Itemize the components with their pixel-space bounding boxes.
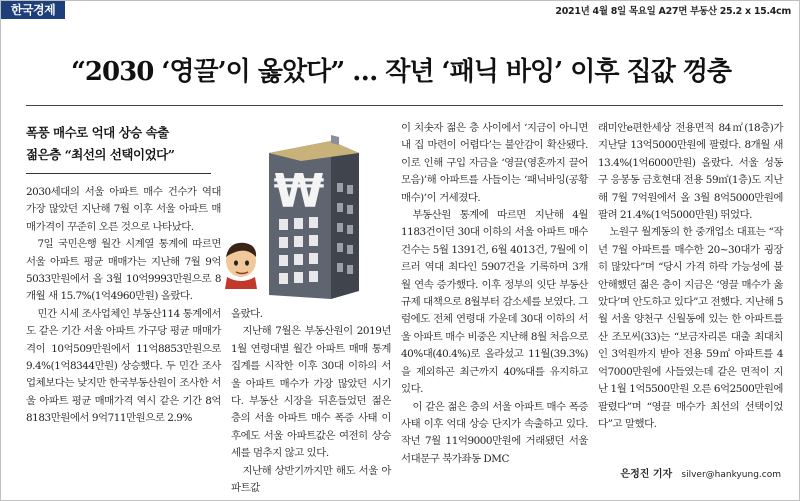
masthead xyxy=(1,1,800,19)
paragraph: 노원구 월계동의 한 중개업소 대표는 “작년 7월 아파트를 매수한 20~30대가 굉장히 많았다”며 “당시 가격 하락 가능성에 불안해했던 젊은 층이 지금은 ‘영끌 매수가 옳았다’며 안도하고 있다”고 전했다. 지난해 5월 서울 양천구 신월동에 있는 한 아파트를 산 조모씨(33)는 “보금자리론 대출 최대치인 3억원까지 받아 전용 59㎡ 아파트를 4억7000만원에 사들였는데 같은 면적이 지난 1월 1억5500만원 오른 6억2500만원에 팔렸다”며 “영끌 매수가 최선의 선택이었다”고 말했다. xyxy=(598,226,783,430)
subheadline-line-2: 젊은층 “최선의 선택이었다” xyxy=(26,147,175,162)
won-building-icon xyxy=(221,123,401,305)
won-building-illustration xyxy=(221,123,401,305)
headline-divider xyxy=(26,105,783,106)
reporter-name: 은정진 기자 xyxy=(620,469,673,480)
paragraph: 래미안e편한세상 전용면적 84㎡(18층)가 지난달 13억5000만원에 팔렸다. 8개월 새 13.4%(1억6000만원) 올랐다. 서울 성동구 응봉동 금호현대 전용 59㎡(1층)도 지난해 7월 7억원에서 올 3월 8억5000만원에 팔려 21.4%(1억5000만원) 뛰었다. xyxy=(598,122,783,222)
paragraph: 2030세대의 서울 아파트 매수 건수가 역대 가장 많았던 지난해 7월 이후 서울 아파트 매매가격이 꾸준히 오른 것으로 나타났다. xyxy=(26,186,221,233)
body-column-1 xyxy=(26,184,221,428)
byline xyxy=(620,465,781,480)
paragraph: 이 치솟자 젊은 층 사이에서 ‘지금이 아니면 내 집 마련이 어렵다’는 불안감이 확산됐다. 이로 인해 구입 자금을 ‘영끌(영혼까지 끌어모음)’해 아파트를 사들이는 ‘패닉바잉(공황매수)’이 거세졌다. xyxy=(401,122,588,204)
subheadline-divider xyxy=(26,173,211,174)
paper-logo: 한국경제 xyxy=(1,1,65,19)
paragraph: 7일 국민은행 월간 시계열 통계에 따르면 서울 아파트 평균 매매가는 지난해 7월 9억5033만원에서 올 3월 10억9993만원으로 8개월 새 15.7%(1억4960만원) 올랐다. xyxy=(26,238,221,303)
dateline: 2021년 4월 8일 목요일 A27면 부동산 25.2 x 15.4cm xyxy=(555,6,791,17)
paragraph: 민간 시세 조사업체인 부동산114 통계에서도 같은 기간 서울 아파트 가구당 평균 매매가격이 10억509만원에서 11억8853만원으로 9.4%(1억8344만원) 상승했다. 두 민간 조사업체보다는 낮지만 한국부동산원이 조사한 서울 아파트 평균 매매가격 역시 같은 기간 8억8183만원에서 9억711만원으로 2.9% xyxy=(26,307,221,425)
subheadline xyxy=(26,122,211,166)
paragraph: 올랐다. xyxy=(231,308,263,320)
paragraph: 부동산원 통계에 따르면 지난해 4월 1183건이던 30대 이하의 서울 아파트 매수 건수는 5월 1391건, 6월 4013건, 7월에 이르러 역대 최다인 5907건을 기록하며 3개월 연속 증가했다. 이후 정부의 잇단 부동산 규제 대책으로 8월부터 감소세를 보였다. 그럼에도 전체 연령대 가운데 30대 이하의 서울 아파트 매수 비중은 지난해 8월 처음으로 40%대(40.4%)로 올라섰고 11월(39.3%)을 제외하곤 최근까지 40%대를 유지하고 있다. xyxy=(401,209,588,396)
reporter-email: silver@hankyung.com xyxy=(681,470,781,480)
subheadline-line-1: 폭풍 매수로 억대 상승 속출 xyxy=(26,125,169,140)
body-column-2 xyxy=(231,306,391,497)
paragraph: 이 같은 젊은 층의 서울 아파트 매수 폭증 사태 이후 억대 상승 단지가 속출하고 있다. 작년 7월 11억9000만원에 거래됐던 서울 서대문구 북가좌동 DMC xyxy=(401,400,588,465)
won-sign: ₩ xyxy=(273,164,325,218)
paragraph: 지난해 7월은 부동산원이 2019년 1월 연령대별 월간 아파트 매매 통계 집계를 시작한 이후 30대 이하의 서울 아파트 매수가 가장 많았던 시기다. 부동산 시장을 뒤흔들었던 젊은 층의 서울 아파트 매수 폭증 사태 이후에도 서울 아파트값은 여전히 상승세를 멈추지 않고 있다. xyxy=(231,325,391,460)
paragraph: 지난해 상반기까지만 해도 서울 아파트값 xyxy=(231,464,391,495)
page-title: “2030 ‘영끌’이 옳았다” … 작년 ‘패닉 바잉’ 이후 집값 껑충 xyxy=(70,57,732,87)
body-column-3 xyxy=(401,120,588,468)
body-column-4 xyxy=(598,120,783,433)
